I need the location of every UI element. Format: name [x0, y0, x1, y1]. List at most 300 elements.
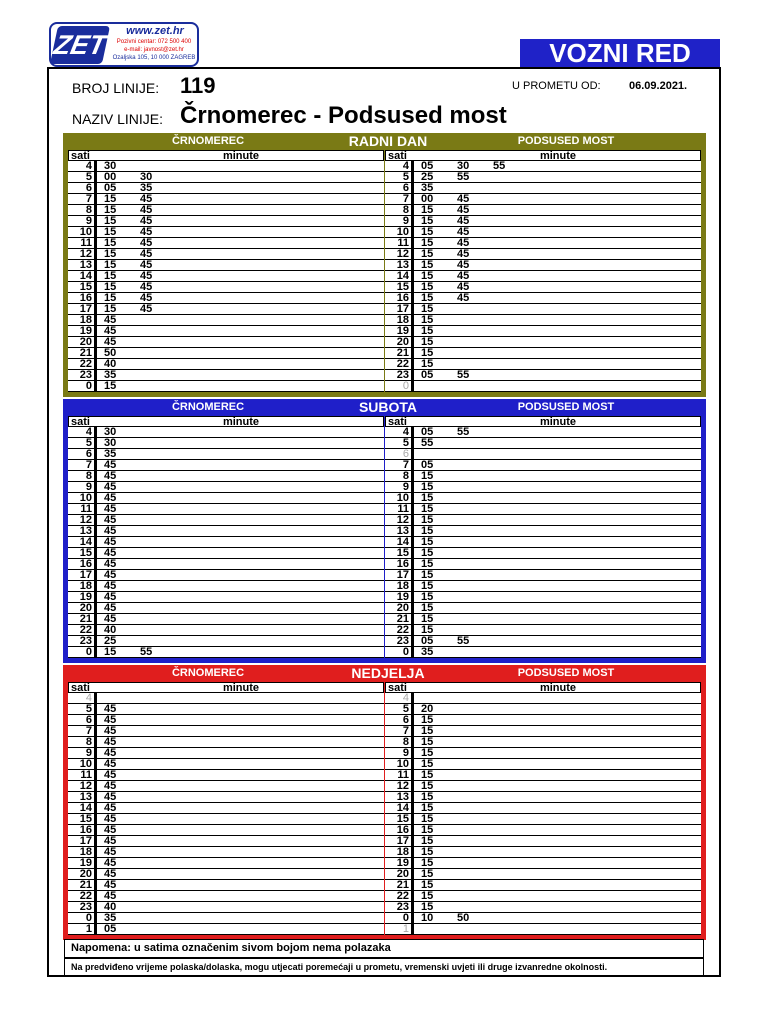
hour-cell: 9	[85, 747, 92, 759]
hour-cell: 13	[396, 791, 409, 803]
hour-cell: 6	[402, 714, 409, 726]
minute-cell: 15	[421, 758, 434, 770]
hour-cell: 6	[85, 714, 92, 726]
minute-cell: 15	[421, 492, 434, 504]
minute-cell: 15	[421, 802, 434, 814]
minute-cell: 15	[421, 868, 434, 880]
minute-cell: 45	[104, 813, 117, 825]
minute-cell: 45	[104, 492, 117, 504]
minute-cell: 45	[457, 259, 470, 271]
hour-cell: 13	[396, 259, 409, 271]
hour-cell: 9	[402, 747, 409, 759]
minute-cell: 15	[421, 857, 434, 869]
minute-cell: 45	[104, 481, 117, 493]
hour-cell: 19	[396, 591, 409, 603]
departures-start	[68, 682, 384, 935]
minute-cell: 30	[104, 426, 117, 438]
minute-cell: 45	[140, 226, 153, 238]
section-header	[63, 399, 706, 416]
hour-cell: 9	[402, 215, 409, 227]
valid-from-value: 06.09.2021.	[629, 80, 688, 92]
hour-cell: 16	[396, 558, 409, 570]
hour-cell: 13	[79, 525, 92, 537]
hour-cell: 23	[79, 901, 92, 913]
hour-cell: 9	[85, 215, 92, 227]
minute-cell: 15	[421, 270, 434, 282]
minute-cell: 15	[104, 248, 117, 260]
hour-cell: 18	[396, 846, 409, 858]
minutes-column-header: minute	[222, 416, 260, 428]
hour-cell: 21	[396, 879, 409, 891]
hour-cell: 6	[402, 182, 409, 194]
hour-cell: 18	[79, 314, 92, 326]
minute-cell: 30	[140, 171, 153, 183]
minute-cell: 55	[457, 635, 470, 647]
hour-cell: 10	[79, 226, 92, 238]
minute-cell: 35	[421, 182, 434, 194]
day-type: SUBOTA	[358, 399, 418, 415]
minute-cell: 45	[104, 525, 117, 537]
minute-cell: 15	[421, 602, 434, 614]
hour-cell: 17	[396, 835, 409, 847]
hour-cell: 20	[396, 868, 409, 880]
column-header	[68, 682, 384, 693]
hour-cell: 7	[402, 459, 409, 471]
hour-cell: 11	[80, 769, 92, 781]
minute-cell: 35	[104, 448, 117, 460]
minute-cell: 45	[140, 193, 153, 205]
departures-start	[68, 416, 384, 658]
timetable-row	[385, 381, 701, 392]
minute-cell: 15	[104, 270, 117, 282]
minute-cell: 15	[421, 292, 434, 304]
hour-cell: 9	[85, 481, 92, 493]
logo-mark: ZET	[50, 26, 110, 64]
hour-cell: 23	[396, 901, 409, 913]
hour-cell: 16	[396, 824, 409, 836]
hour-cell: 0	[85, 646, 92, 658]
minute-cell: 15	[421, 347, 434, 359]
hour-cell: 10	[79, 758, 92, 770]
line-name-label: NAZIV LINIJE:	[72, 111, 164, 127]
minute-cell: 15	[421, 204, 434, 216]
minute-cell: 15	[421, 303, 434, 315]
minute-cell: 15	[421, 514, 434, 526]
start-terminal: ČRNOMEREC	[171, 135, 245, 147]
hour-cell: 21	[396, 347, 409, 359]
minute-cell: 00	[104, 171, 117, 183]
hours-column-header: sati	[71, 682, 90, 694]
minute-cell: 45	[104, 802, 117, 814]
minute-cell: 15	[421, 215, 434, 227]
hour-cell: 0	[85, 912, 92, 924]
end-terminal: PODSUSED MOST	[517, 401, 615, 413]
minute-cell: 15	[421, 613, 434, 625]
hour-cell: 1	[85, 923, 92, 935]
minute-cell: 45	[104, 780, 117, 792]
column-header	[385, 682, 701, 693]
hour-cell: 7	[402, 193, 409, 205]
minute-cell: 45	[104, 547, 117, 559]
timetable-row	[68, 924, 384, 935]
minute-cell: 40	[104, 624, 117, 636]
hour-cell: 4	[402, 692, 409, 704]
line-number-value: 119	[180, 73, 216, 98]
hour-cell: 14	[79, 802, 92, 814]
hour-cell: 4	[402, 160, 409, 172]
minute-cell: 15	[421, 237, 434, 249]
hour-cell: 11	[80, 237, 92, 249]
minute-cell: 15	[421, 580, 434, 592]
minute-cell: 15	[421, 336, 434, 348]
hour-cell: 15	[79, 813, 92, 825]
hour-cell: 22	[396, 358, 409, 370]
timetable-row	[385, 924, 701, 935]
hour-cell: 11	[397, 237, 409, 249]
hour-cell: 15	[396, 813, 409, 825]
minute-cell: 15	[421, 714, 434, 726]
minute-cell: 45	[104, 602, 117, 614]
hour-cell: 19	[79, 591, 92, 603]
start-terminal: ČRNOMEREC	[171, 667, 245, 679]
hour-cell: 13	[396, 525, 409, 537]
minute-cell: 35	[104, 369, 117, 381]
minute-cell: 15	[421, 591, 434, 603]
logo-address: Ozaljska 105, 10 000 ZAGREB	[112, 55, 196, 61]
minute-cell: 45	[140, 248, 153, 260]
end-terminal: PODSUSED MOST	[517, 135, 615, 147]
day-type: NEDJELJA	[351, 665, 425, 681]
minute-cell: 45	[104, 314, 117, 326]
minute-cell: 25	[104, 635, 117, 647]
minute-cell: 55	[457, 369, 470, 381]
minute-cell: 15	[421, 624, 434, 636]
hour-cell: 14	[396, 536, 409, 548]
hour-cell: 18	[396, 314, 409, 326]
minute-cell: 15	[421, 558, 434, 570]
hour-cell: 14	[396, 802, 409, 814]
hour-cell: 8	[85, 204, 92, 216]
hour-cell: 12	[79, 514, 92, 526]
departures-end	[385, 416, 701, 658]
minute-cell: 15	[421, 481, 434, 493]
hour-cell: 21	[79, 879, 92, 891]
minute-cell: 45	[104, 769, 117, 781]
hours-column-header: sati	[388, 150, 407, 162]
minute-cell: 15	[104, 303, 117, 315]
hour-cell: 22	[79, 624, 92, 636]
minute-cell: 15	[104, 193, 117, 205]
minute-cell: 15	[104, 380, 117, 392]
hour-cell: 8	[85, 470, 92, 482]
minute-cell: 45	[104, 736, 117, 748]
minutes-column-header: minute	[539, 682, 577, 694]
minute-cell: 45	[140, 204, 153, 216]
hour-cell: 17	[396, 303, 409, 315]
minute-cell: 15	[421, 835, 434, 847]
hour-cell: 5	[402, 437, 409, 449]
hour-cell: 11	[80, 503, 92, 515]
hour-cell: 12	[396, 780, 409, 792]
minute-cell: 15	[421, 248, 434, 260]
zet-logo	[49, 22, 199, 67]
hour-cell: 19	[79, 325, 92, 337]
minute-cell: 45	[457, 193, 470, 205]
section-subota	[63, 399, 706, 663]
minutes-column-header: minute	[222, 682, 260, 694]
hour-cell: 12	[396, 248, 409, 260]
minute-cell: 45	[104, 459, 117, 471]
hour-cell: 12	[396, 514, 409, 526]
minute-cell: 05	[421, 160, 434, 172]
hour-cell: 5	[402, 171, 409, 183]
minute-cell: 15	[421, 525, 434, 537]
hour-cell: 20	[79, 868, 92, 880]
end-terminal: PODSUSED MOST	[517, 667, 615, 679]
minute-cell: 35	[104, 912, 117, 924]
logo-email: e-mail: javnost@zet.hr	[124, 47, 184, 53]
hour-cell: 8	[402, 204, 409, 216]
minute-cell: 15	[421, 547, 434, 559]
hour-cell: 5	[85, 437, 92, 449]
hour-cell: 7	[402, 725, 409, 737]
hours-column-header: sati	[71, 150, 90, 162]
logo-call-center: Pozivni centar: 072 500 400	[116, 39, 192, 45]
hour-cell: 5	[402, 703, 409, 715]
minute-cell: 30	[457, 160, 470, 172]
minute-cell: 25	[421, 171, 434, 183]
hour-cell: 4	[85, 692, 92, 704]
minutes-column-header: minute	[539, 150, 577, 162]
hour-cell: 23	[79, 369, 92, 381]
minute-cell: 15	[104, 204, 117, 216]
minute-cell: 45	[457, 248, 470, 260]
minute-cell: 45	[104, 703, 117, 715]
minute-cell: 15	[421, 879, 434, 891]
hour-cell: 12	[79, 780, 92, 792]
hours-column-header: sati	[388, 682, 407, 694]
hour-cell: 22	[79, 890, 92, 902]
minute-cell: 15	[421, 226, 434, 238]
hour-cell: 23	[396, 635, 409, 647]
hour-cell: 20	[396, 602, 409, 614]
minute-cell: 15	[104, 292, 117, 304]
minute-cell: 45	[104, 747, 117, 759]
departures-end	[385, 682, 701, 935]
line-name-value: Črnomerec - Podsused most	[180, 102, 507, 129]
minute-cell: 45	[104, 835, 117, 847]
minute-cell: 15	[421, 747, 434, 759]
hour-cell: 16	[79, 292, 92, 304]
minute-cell: 30	[104, 437, 117, 449]
hour-cell: 17	[79, 303, 92, 315]
minute-cell: 45	[140, 215, 153, 227]
hour-cell: 6	[402, 448, 409, 460]
hour-cell: 6	[85, 448, 92, 460]
departures-start	[68, 150, 384, 392]
hour-cell: 10	[396, 492, 409, 504]
minute-cell: 45	[457, 204, 470, 216]
hour-cell: 13	[79, 259, 92, 271]
hour-cell: 5	[85, 171, 92, 183]
minute-cell: 05	[421, 635, 434, 647]
hours-column-header: sati	[388, 416, 407, 428]
day-type: RADNI DAN	[348, 133, 428, 149]
minutes-column-header: minute	[539, 416, 577, 428]
timetable-row	[68, 647, 384, 658]
minute-cell: 45	[140, 270, 153, 282]
hours-column-header: sati	[71, 416, 90, 428]
line-number-label: BROJ LINIJE:	[72, 80, 160, 96]
hour-cell: 7	[85, 725, 92, 737]
minute-cell: 50	[104, 347, 117, 359]
minute-cell: 45	[104, 725, 117, 737]
hour-cell: 14	[79, 270, 92, 282]
minute-cell: 45	[457, 292, 470, 304]
hour-cell: 15	[396, 281, 409, 293]
minute-cell: 45	[457, 281, 470, 293]
section-radni-dan	[63, 133, 706, 397]
hour-cell: 20	[396, 336, 409, 348]
minute-cell: 45	[457, 215, 470, 227]
minute-cell: 15	[421, 536, 434, 548]
timetable-row	[68, 381, 384, 392]
minute-cell: 15	[104, 226, 117, 238]
timetable-row	[385, 370, 701, 381]
minute-cell: 15	[421, 725, 434, 737]
hour-cell: 15	[396, 547, 409, 559]
minute-cell: 15	[421, 503, 434, 515]
hour-cell: 18	[396, 580, 409, 592]
hour-cell: 4	[402, 426, 409, 438]
minute-cell: 45	[104, 336, 117, 348]
minute-cell: 05	[421, 369, 434, 381]
hour-cell: 15	[79, 281, 92, 293]
minute-cell: 15	[421, 791, 434, 803]
disclaimer-note: Na predviđeno vrijeme polaska/dolaska, mogu utjecati poremećaji u prometu, vremenski uvjeti ili druge izvanredne okolnosti.	[64, 958, 704, 976]
hour-cell: 18	[79, 580, 92, 592]
hour-cell: 4	[85, 426, 92, 438]
departures-end	[385, 150, 701, 392]
minutes-column-header: minute	[222, 150, 260, 162]
hour-cell: 17	[79, 569, 92, 581]
minute-cell: 45	[104, 536, 117, 548]
minute-cell: 15	[104, 281, 117, 293]
hour-cell: 13	[79, 791, 92, 803]
hour-cell: 10	[396, 758, 409, 770]
minute-cell: 45	[104, 514, 117, 526]
minute-cell: 45	[104, 503, 117, 515]
minute-cell: 45	[104, 569, 117, 581]
hour-cell: 9	[402, 481, 409, 493]
hour-cell: 23	[79, 635, 92, 647]
minute-cell: 45	[140, 259, 153, 271]
minute-cell: 15	[421, 325, 434, 337]
hour-cell: 20	[79, 336, 92, 348]
minute-cell: 55	[493, 160, 506, 172]
hour-cell: 8	[402, 736, 409, 748]
hour-cell: 7	[85, 459, 92, 471]
hour-cell: 10	[396, 226, 409, 238]
minute-cell: 45	[104, 758, 117, 770]
minute-cell: 20	[421, 703, 434, 715]
minute-cell: 15	[421, 824, 434, 836]
valid-from-label: U PROMETU OD:	[512, 80, 601, 92]
minute-cell: 15	[421, 358, 434, 370]
minute-cell: 45	[104, 470, 117, 482]
minute-cell: 15	[104, 259, 117, 271]
hour-cell: 16	[79, 824, 92, 836]
minute-cell: 55	[140, 646, 153, 658]
minute-cell: 15	[421, 780, 434, 792]
minute-cell: 45	[140, 303, 153, 315]
hour-cell: 22	[79, 358, 92, 370]
section-header	[63, 133, 706, 150]
hour-cell: 0	[402, 380, 409, 392]
minute-cell: 15	[421, 314, 434, 326]
minute-cell: 05	[421, 426, 434, 438]
minute-cell: 15	[421, 569, 434, 581]
hour-cell: 1	[402, 923, 409, 935]
hour-cell: 22	[396, 624, 409, 636]
timetable-row	[385, 913, 701, 924]
section-nedjelja	[63, 665, 706, 940]
hour-cell: 8	[85, 736, 92, 748]
minute-cell: 45	[457, 226, 470, 238]
minute-cell: 15	[421, 813, 434, 825]
minute-cell: 10	[421, 912, 434, 924]
minute-cell: 45	[104, 613, 117, 625]
minute-cell: 05	[104, 923, 117, 935]
minute-cell: 15	[104, 215, 117, 227]
napomena: Napomena: u satima označenim sivom bojom nema polazaka	[64, 939, 704, 958]
minute-cell: 45	[104, 791, 117, 803]
logo-website[interactable]: www.zet.hr	[126, 25, 184, 37]
start-terminal: ČRNOMEREC	[171, 401, 245, 413]
minute-cell: 15	[421, 736, 434, 748]
hour-cell: 21	[79, 613, 92, 625]
hour-cell: 18	[79, 846, 92, 858]
hour-cell: 17	[396, 569, 409, 581]
minute-cell: 15	[421, 259, 434, 271]
minute-cell: 45	[104, 879, 117, 891]
hour-cell: 19	[79, 857, 92, 869]
minute-cell: 45	[140, 281, 153, 293]
hour-cell: 22	[396, 890, 409, 902]
timetable-row	[385, 647, 701, 658]
minute-cell: 15	[421, 769, 434, 781]
minute-cell: 45	[457, 270, 470, 282]
hour-cell: 14	[396, 270, 409, 282]
minute-cell: 55	[457, 426, 470, 438]
hour-cell: 16	[79, 558, 92, 570]
minute-cell: 45	[104, 325, 117, 337]
hour-cell: 8	[402, 470, 409, 482]
hour-cell: 21	[396, 613, 409, 625]
minute-cell: 40	[104, 358, 117, 370]
minute-cell: 45	[140, 237, 153, 249]
hour-cell: 0	[402, 912, 409, 924]
minute-cell: 30	[104, 160, 117, 172]
hour-cell: 11	[397, 769, 409, 781]
minute-cell: 00	[421, 193, 434, 205]
hour-cell: 19	[396, 325, 409, 337]
hour-cell: 17	[79, 835, 92, 847]
page-title: VOZNI RED	[520, 39, 720, 67]
section-header	[63, 665, 706, 682]
hour-cell: 7	[85, 193, 92, 205]
minute-cell: 45	[104, 558, 117, 570]
